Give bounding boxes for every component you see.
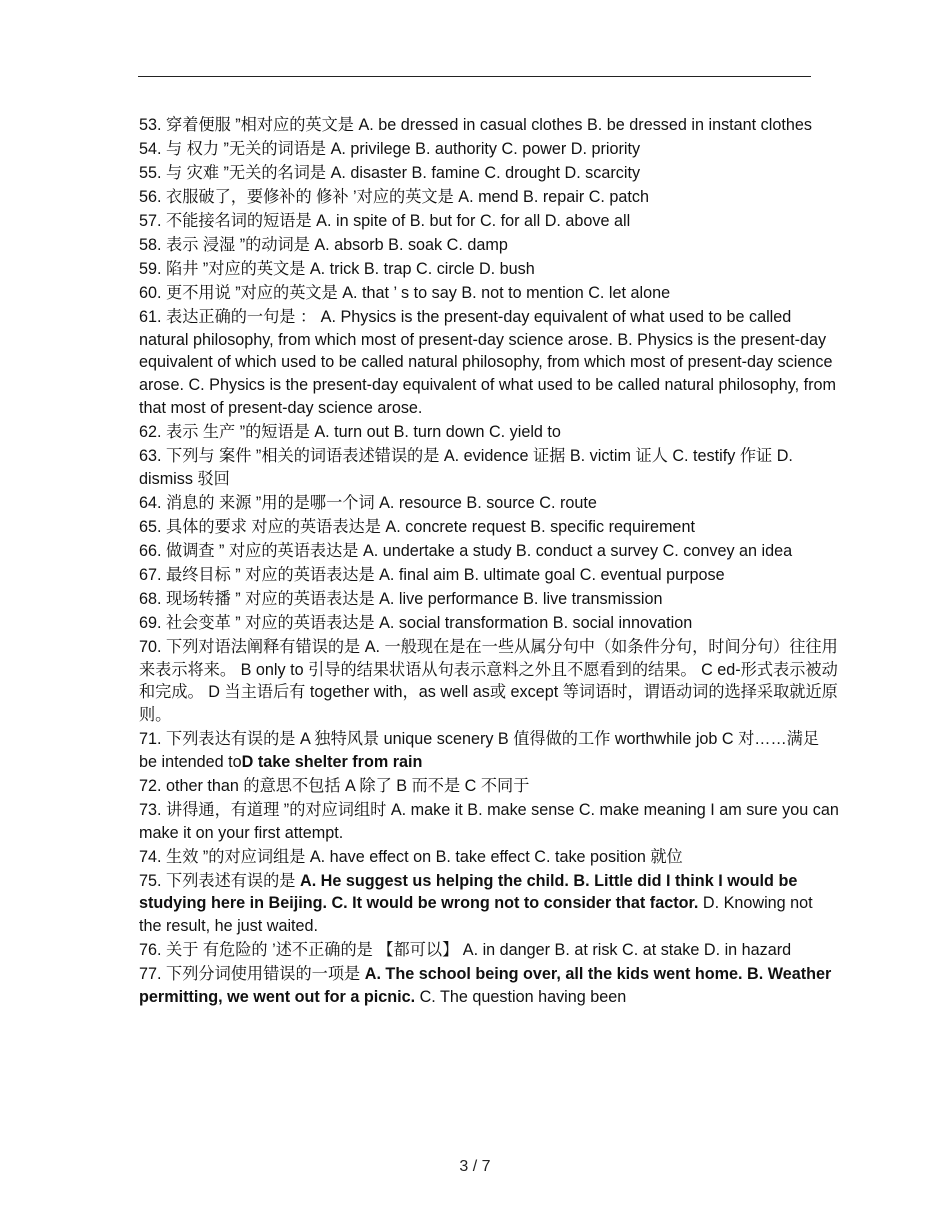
question-item <box>139 540 839 563</box>
question-item <box>139 114 839 137</box>
question-item <box>139 728 839 774</box>
question-text: 75. 下列表述有误的是 <box>139 871 300 890</box>
question-item <box>139 939 839 962</box>
question-item <box>139 492 839 515</box>
question-text: 62. 表示 生产 ”的短语是 A. turn out B. turn down C. yield to <box>139 423 561 442</box>
question-text: 69. 社会变革 ” 对应的英语表达是 A. social transformation B. social innovation <box>139 613 693 632</box>
question-item <box>139 963 839 1009</box>
question-text: 71. 下列表达有误的是 A 独特风景 unique scenery B 值得做的工作 worthwhile job C 对……满足 be intended to <box>139 730 820 771</box>
question-text: 58. 表示 浸湿 ”的动词是 A. absorb B. soak C. damp <box>139 235 508 254</box>
question-item <box>139 186 839 209</box>
question-item <box>139 799 839 845</box>
question-bold-text: A. The school being over, all the kids went home. B. Weather permitting, we went out for a picnic. <box>139 965 832 1006</box>
question-item <box>139 588 839 611</box>
question-text: 59. 陷井 ”对应的英文是 A. trick B. trap C. circle D. bush <box>139 259 535 278</box>
question-item <box>139 234 839 257</box>
question-item <box>139 775 839 798</box>
question-text: 74. 生效 ”的对应词组是 A. have effect on B. take effect C. take position 就位 <box>139 847 683 866</box>
question-list <box>139 114 839 1010</box>
question-item <box>139 421 839 444</box>
question-text: 55. 与 灾难 ”无关的名词是 A. disaster B. famine C. drought D. scarcity <box>139 163 641 182</box>
question-item <box>139 516 839 539</box>
question-text: 68. 现场转播 ” 对应的英语表达是 A. live performance B. live transmission <box>139 589 663 608</box>
question-text: 70. 下列对语法阐释有错误的是 A. 一般现在是在一些从属分句中（如条件分句，时间分句）往往用来表示将来。 B only to 引导的结果状语从句表示意料之外且不愿看到的结果。 C ed-形式表示被动和完成。 D 当主语后有 together with，as well as或 except 等词语时，谓语动词的选择采取就近原则。 <box>139 637 838 725</box>
question-item <box>139 306 839 420</box>
page-number: 3 / 7 <box>459 1158 491 1175</box>
question-text: 64. 消息的 来源 ”用的是哪一个词 A. resource B. source C. route <box>139 493 597 512</box>
question-item <box>139 258 839 281</box>
question-item <box>139 846 839 869</box>
question-text: 66. 做调查 ” 对应的英语表达是 A. undertake a study B. conduct a survey C. convey an idea <box>139 541 793 560</box>
question-item <box>139 612 839 635</box>
question-item <box>139 162 839 185</box>
question-text: 72. other than 的意思不包括 A 除了 B 而不是 C 不同于 <box>139 776 530 795</box>
question-text: 53. 穿着便服 ”相对应的英文是 A. be dressed in casual clothes B. be dressed in instant clothes <box>139 116 812 134</box>
question-text: 73. 讲得通，有道理 ”的对应词组时 A. make it B. make sense C. make meaning I am sure you can make it on your first attempt. <box>139 800 839 842</box>
question-text: 76. 关于 有危险的 ’述不正确的是 【都可以】 A. in danger B. at risk C. at stake D. in hazard <box>139 941 792 960</box>
question-item <box>139 210 839 233</box>
question-text: 67. 最终目标 ” 对应的英语表达是 A. final aim B. ultimate goal C. eventual purpose <box>139 565 725 584</box>
question-item <box>139 282 839 305</box>
question-text: 61. 表达正确的一句是 ： A. Physics is the present-day equivalent of what used to be called natural philosophy, from which most of present-day science arose. B. Physics is the present-day equivalent of which used to be called natural philosophy, from which most of present-day science arose. C. Physics is the present-day equivalent of what used to be called natural philosophy, from that most of present-day science arose. <box>139 307 837 418</box>
question-text: 54. 与 权力 ”无关的词语是 A. privilege B. authority C. power D. priority <box>139 139 641 158</box>
question-item <box>139 564 839 587</box>
question-text: 77. 下列分词使用错误的一项是 <box>139 965 365 984</box>
question-text: D. Knowing not the result, he just waited. <box>139 894 813 936</box>
question-text: 60. 更不用说 ”对应的英文是 A. that ’ s to say B. not to mention C. let alone <box>139 283 671 302</box>
question-item <box>139 636 839 727</box>
question-text: 63. 下列与 案件 ”相关的词语表述错误的是 A. evidence 证据 B. victim 证人 C. testify 作证 D. dismiss 驳回 <box>139 447 793 488</box>
header-rule <box>138 76 811 77</box>
question-text: C. The question having been <box>415 987 627 1006</box>
question-bold-text: D take shelter from rain <box>241 752 423 771</box>
question-item <box>139 445 839 491</box>
question-text: 57. 不能接名词的短语是 A. in spite of B. but for C. for all D. above all <box>139 211 631 230</box>
question-item <box>139 138 839 161</box>
question-text: 56. 衣服破了，要修补的 修补 ’对应的英文是 A. mend B. repair C. patch <box>139 187 650 206</box>
question-item <box>139 870 839 938</box>
question-text: 65. 具体的要求 对应的英语表达是 A. concrete request B. specific requirement <box>139 517 695 536</box>
question-bold-text: A. He suggest us helping the child. B. Little did I think I would be studying here in Beijing. C. It would be wrong not to consider that factor. <box>139 871 798 913</box>
